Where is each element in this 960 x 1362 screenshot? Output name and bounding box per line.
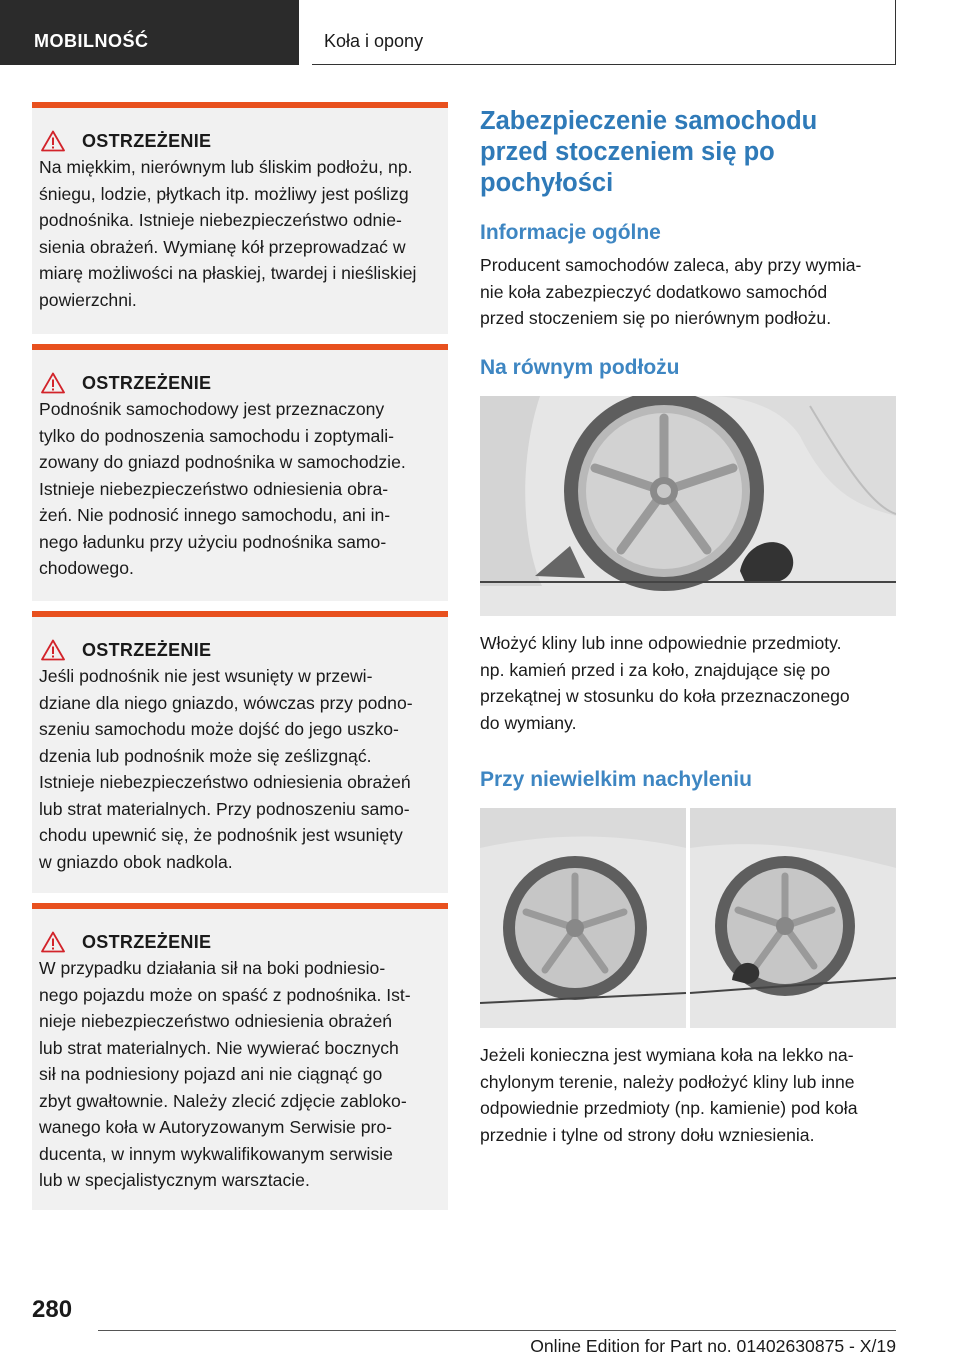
text-line: śniegu, lodzie, płytkach itp. możliwy jest poślizg	[39, 183, 409, 204]
title-line: Zabezpieczenie samochodu	[480, 107, 818, 135]
text-line: miarę możliwości na płaskiej, twardej i nieśliskiej	[39, 263, 417, 283]
text-line: odpowiednie przedmioty (np. kamienie) pod koła	[480, 1098, 858, 1118]
text-line: przednie i tylne od strony dołu wzniesienia.	[480, 1124, 815, 1145]
text-line: dzenia lub podnośnik może się ześlizgnąć.	[39, 745, 372, 766]
text-line: nego ładunku przy użyciu podnośnika samo-	[39, 531, 387, 552]
warning-text	[39, 663, 438, 875]
text-line: W przypadku działania sił na boki podniesio-	[39, 958, 386, 978]
text-line: szeniu samochodu może dojść do jego uszko-	[39, 719, 399, 739]
general-paragraph	[480, 252, 861, 332]
text-line: Włożyć kliny lub inne odpowiednie przedmioty.	[480, 633, 842, 653]
section-tab: MOBILNOŚĆ	[0, 0, 299, 65]
warning-title: OSTRZEŻENIE	[82, 130, 212, 151]
general-heading: Informacje ogólne	[480, 221, 661, 244]
text-line: lub w specjalistycznym warsztacie.	[39, 1170, 310, 1190]
warning-box	[32, 611, 448, 893]
footer-rule	[98, 1330, 896, 1331]
text-line: ducenta, w innym wykwalifikowanym serwisie	[39, 1143, 393, 1164]
warning-triangle-icon	[41, 130, 65, 152]
text-line: chodu upewnić się, że podnośnik jest wsunięty	[39, 825, 403, 845]
text-line: przed stoczeniem się po nierównym podłożu.	[480, 308, 832, 328]
text-line: nie koła zabezpieczyć dodatkowo samochód	[480, 281, 828, 302]
text-line: Istnieje niebezpieczeństwo odniesienia obra-	[39, 478, 389, 499]
warning-title: OSTRZEŻENIE	[82, 931, 212, 952]
warning-box	[32, 102, 448, 334]
text-line: zbyt gwałtownie. Należy zlecić zdjęcie zabloko-	[39, 1090, 407, 1111]
chapter-title: Koła i opony	[312, 0, 896, 65]
warning-box	[32, 344, 448, 601]
level-paragraph	[480, 630, 850, 736]
text-line: Jeżeli konieczna jest wymiana koła na lekko na-	[480, 1045, 854, 1065]
warning-text	[39, 396, 438, 582]
right-column	[480, 100, 896, 1145]
warning-text	[39, 955, 438, 1194]
text-line: chylonym terenie, należy podłożyć kliny lub inne	[480, 1071, 855, 1092]
text-line: podnośnika. Istnieje niebezpieczeństwo odnie-	[39, 210, 402, 230]
warning-title: OSTRZEŻENIE	[82, 372, 212, 393]
text-line: do wymiany.	[480, 712, 577, 733]
warning-heading	[39, 130, 438, 152]
warning-heading	[39, 639, 438, 661]
warning-box	[32, 903, 448, 1210]
level-heading: Na równym podłożu	[480, 356, 680, 379]
edition-note: Online Edition for Part no. 01402630875 - X/19	[530, 1336, 896, 1356]
warning-triangle-icon	[41, 931, 65, 953]
title-line: pochyłości	[480, 169, 614, 197]
text-line: przekątnej w stosunku do koła przeznaczonego	[480, 686, 850, 706]
text-line: sienia obrażeń. Wymianę kół przeprowadzać w	[39, 236, 406, 257]
text-line: dziane dla niego gniazdo, wówczas przy podno-	[39, 692, 413, 713]
text-line: np. kamień przed i za koło, znajdujące się po	[480, 659, 831, 680]
text-line: tylko do podnoszenia samochodu i zoptymali-	[39, 425, 395, 446]
text-line: powierzchni.	[39, 289, 137, 310]
text-line: nieje niebezpieczeństwo odniesienia obrażeń	[39, 1011, 393, 1031]
text-line: sił na podniesiony pojazd ani nie ciągnąć go	[39, 1064, 383, 1084]
text-line: Istnieje niebezpieczeństwo odniesienia obrażeń	[39, 772, 411, 792]
slope-paragraph	[480, 1042, 858, 1148]
warning-title: OSTRZEŻENIE	[82, 639, 212, 660]
text-line: Na miękkim, nierównym lub śliskim podłożu, np.	[39, 157, 413, 177]
text-line: wanego koła w Autoryzowanym Serwisie pro-	[39, 1117, 393, 1137]
warning-triangle-icon	[41, 639, 65, 661]
text-line: chodowego.	[39, 558, 134, 578]
text-line: lub strat materialnych. Nie wywierać bocznych	[39, 1037, 399, 1058]
text-line: Podnośnik samochodowy jest przeznaczony	[39, 399, 385, 419]
text-line: Producent samochodów zaleca, aby przy wymia-	[480, 255, 862, 275]
wheel-illustration	[480, 396, 896, 616]
text-line: zowany do gniazd podnośnika w samochodzie.	[39, 452, 406, 472]
wheel-chocks-slope-photo	[480, 808, 896, 1028]
text-line: lub strat materialnych. Przy podnoszeniu samo-	[39, 798, 410, 819]
warning-text	[39, 154, 438, 313]
text-line: żeń. Nie podnosić innego samochodu, ani in-	[39, 505, 391, 525]
title-line: przed stoczeniem się po	[480, 138, 775, 166]
warning-heading	[39, 372, 438, 394]
page-title	[480, 106, 896, 199]
slope-heading: Przy niewielkim nachyleniu	[480, 768, 752, 791]
text-line: Jeśli podnośnik nie jest wsunięty w przewi-	[39, 666, 373, 686]
warning-heading	[39, 931, 438, 953]
warning-triangle-icon	[41, 372, 65, 394]
wheel-illustration	[480, 808, 896, 1028]
text-line: nego pojazdu może on spaść z podnośnika. Ist-	[39, 984, 411, 1005]
page-number: 280	[32, 1296, 73, 1323]
wheel-chocks-level-photo	[480, 396, 896, 616]
text-line: w gniazdo obok nadkola.	[39, 851, 233, 872]
